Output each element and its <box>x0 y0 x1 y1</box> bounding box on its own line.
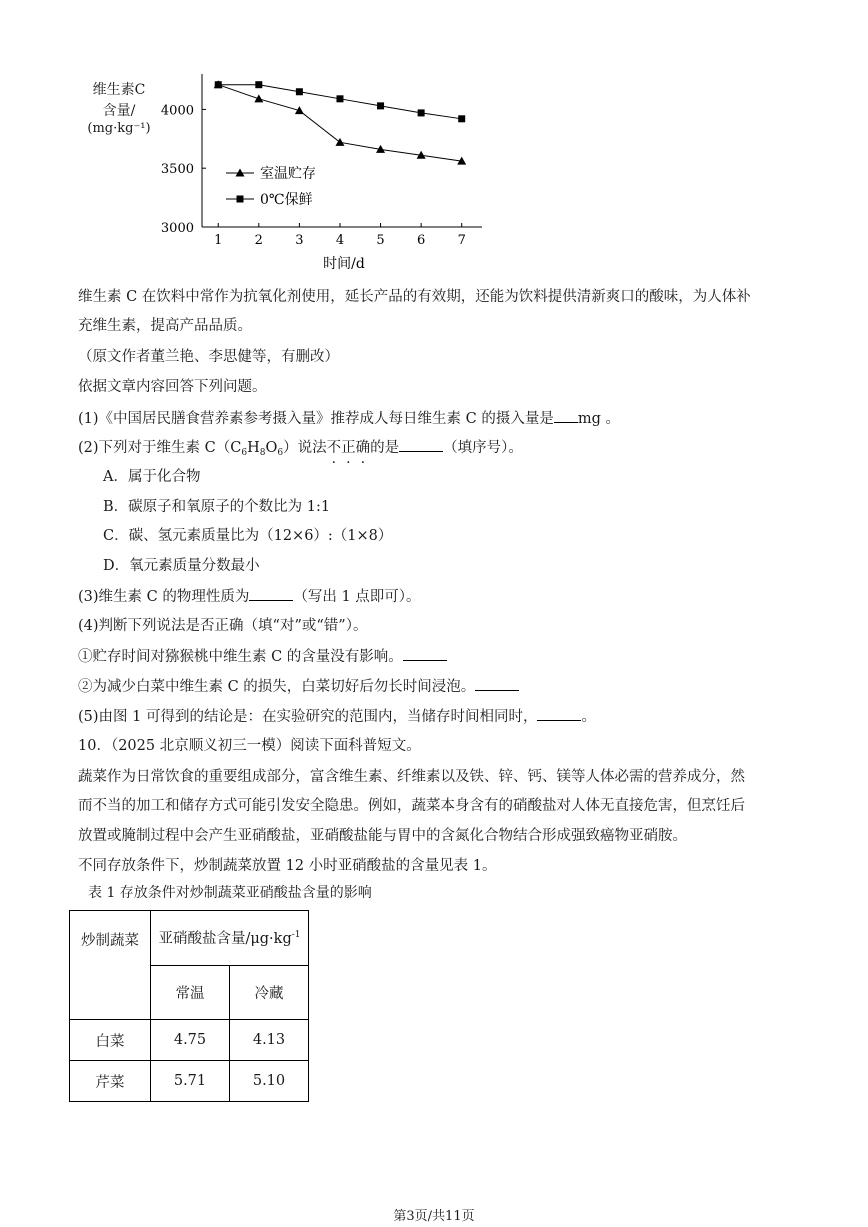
x-axis-label: 时间/d <box>323 256 365 272</box>
question-3-text: (3)维生素 C 的物理性质为 <box>78 589 250 605</box>
option-d: D．氧元素质量分数最小 <box>103 558 260 574</box>
triangle-marker <box>254 94 263 102</box>
table-cell: 5.71 <box>151 1061 230 1102</box>
nitrite-table <box>69 910 309 1102</box>
question-2-text: （填序号）。 <box>443 440 523 456</box>
option-a: A．属于化合物 <box>103 469 201 485</box>
group-header-text: 亚硝酸盐含量/μg·kg <box>158 931 292 948</box>
source-note: （原文作者董兰艳、李思健等，有删改） <box>78 349 339 365</box>
question-1-unit: mg 。 <box>577 411 620 427</box>
table-group-header <box>151 911 309 966</box>
table-cell: 4.13 <box>230 1020 309 1061</box>
x-tick-label: 5 <box>376 233 385 248</box>
page-footer: 第3页/共11页 <box>393 1209 475 1224</box>
instruction-text: 依据文章内容回答下列问题。 <box>78 379 267 395</box>
emphasis-char: 不 <box>326 440 342 456</box>
square-marker <box>458 115 465 122</box>
paragraph-line: 而不当的加工和储存方式可能引发安全隐患。例如，蔬菜本身含有的硝酸盐对人体无直接危害，但烹饪后 <box>78 798 745 814</box>
group-header-sup: -1 <box>291 930 301 941</box>
formula-element: O <box>265 440 278 456</box>
square-marker <box>296 88 303 95</box>
ylabel-line-1: 维生素C <box>92 82 146 98</box>
x-tick-label: 4 <box>335 233 345 248</box>
question-2-text: (2)下列对于维生素 C（C <box>78 440 242 456</box>
square-marker <box>418 109 425 116</box>
question-3 <box>78 586 421 607</box>
answer-blank[interactable] <box>537 706 581 721</box>
question-10-header: 10．（2025 北京顺义初三一模）阅读下面科普短文。 <box>78 738 421 754</box>
y-tick-label: 3500 <box>160 162 194 178</box>
paragraph-line: 维生素 C 在饮料中常作为抗氧化剂使用，延长产品的有效期，还能为饮料提供清新爽口的酸味，为人体补 <box>78 289 751 305</box>
legend-label: 0℃保鲜 <box>260 192 313 208</box>
question-1-text: (1)《中国居民膳食营养素参考摄入量》推荐成人每日维生素 C 的摄入量是 <box>78 411 554 427</box>
vitamin-c-line-chart <box>150 70 510 280</box>
question-5-text: (5)由图 1 可得到的结论是：在实验研究的范围内，当储存时间相同时， <box>78 709 538 725</box>
formula-element: H <box>247 440 260 456</box>
square-marker <box>215 81 222 88</box>
x-tick-label: 7 <box>457 233 466 248</box>
table-caption: 表 1 存放条件对炒制蔬菜亚硝酸盐含量的影响 <box>88 885 372 901</box>
answer-blank[interactable] <box>249 586 293 601</box>
square-marker <box>336 95 343 102</box>
table-row-name: 芹菜 <box>70 1061 151 1102</box>
emphasis-char: 正 <box>341 440 356 456</box>
table-row <box>70 1020 309 1061</box>
chart-legend <box>226 166 316 208</box>
question-4-2 <box>78 676 519 697</box>
option-c: C．碳、氢元素质量比为（12×6）:（1×8） <box>103 528 393 544</box>
question-2-text: 的是 <box>370 440 400 456</box>
table-cell: 5.10 <box>230 1061 309 1102</box>
paragraph-line: 蔬菜作为日常饮食的重要组成部分，富含维生素、纤维素以及铁、锌、钙、镁等人体必需的营养成分，然 <box>78 769 745 785</box>
option-b: B．碳原子和氧原子的个数比为 1:1 <box>103 499 331 515</box>
formula-subscript: 8 <box>259 448 266 458</box>
formula-subscript: 6 <box>241 448 248 458</box>
legend-label: 室温贮存 <box>260 166 316 182</box>
answer-blank[interactable] <box>554 408 578 423</box>
y-tick-label: 3000 <box>160 221 194 236</box>
paragraph-line: 充维生素，提高产品品质。 <box>78 318 252 334</box>
paragraph-line: 不同存放条件下，炒制蔬菜放置 12 小时亚硝酸盐的含量见表 1。 <box>78 858 497 874</box>
square-marker <box>255 81 262 88</box>
question-1 <box>78 408 620 429</box>
table-subheader: 冷藏 <box>230 965 309 1020</box>
y-tick-label: 4000 <box>160 103 194 119</box>
table-row <box>70 1061 309 1102</box>
table-subheader: 常温 <box>151 965 230 1020</box>
answer-blank[interactable] <box>399 437 443 452</box>
table-corner-header: 炒制蔬菜 <box>70 911 151 1020</box>
triangle-marker <box>335 138 344 146</box>
question-2 <box>78 437 523 463</box>
table-row-name: 白菜 <box>70 1020 151 1061</box>
answer-blank[interactable] <box>403 646 447 661</box>
ylabel-line-3: (mg·kg⁻¹) <box>87 121 151 136</box>
square-marker <box>237 196 244 203</box>
question-4-1 <box>78 646 447 667</box>
question-3-text: （写出 1 点即可）。 <box>293 589 421 605</box>
question-5-text: 。 <box>581 709 596 725</box>
x-tick-label: 6 <box>416 233 426 248</box>
ylabel-line-2: 含量/ <box>102 103 136 119</box>
table-cell: 4.75 <box>151 1020 230 1061</box>
question-5 <box>78 706 596 727</box>
question-4-1-text: ①贮存时间对猕猴桃中维生素 C 的含量没有影响。 <box>78 649 403 665</box>
question-4-2-text: ②为减少白菜中维生素 C 的损失，白菜切好后勿长时间浸泡。 <box>78 679 476 695</box>
chart-series <box>214 80 466 164</box>
square-marker <box>377 102 384 109</box>
formula-subscript: 6 <box>277 448 284 458</box>
paragraph-line: 放置或腌制过程中会产生亚硝酸盐，亚硝酸盐能与胃中的含氮化合物结合形成强致癌物亚硝胺。 <box>78 828 687 844</box>
x-tick-label: 3 <box>295 233 304 248</box>
x-tick-label: 2 <box>254 233 263 248</box>
answer-blank[interactable] <box>475 676 519 691</box>
question-4: (4)判断下列说法是否正确（填“对”或“错”）。 <box>78 618 368 634</box>
x-tick-label: 1 <box>214 233 223 248</box>
emphasis-char: 确 <box>355 440 371 456</box>
chart-axes <box>161 74 482 248</box>
question-2-text: ）说法 <box>283 440 327 456</box>
